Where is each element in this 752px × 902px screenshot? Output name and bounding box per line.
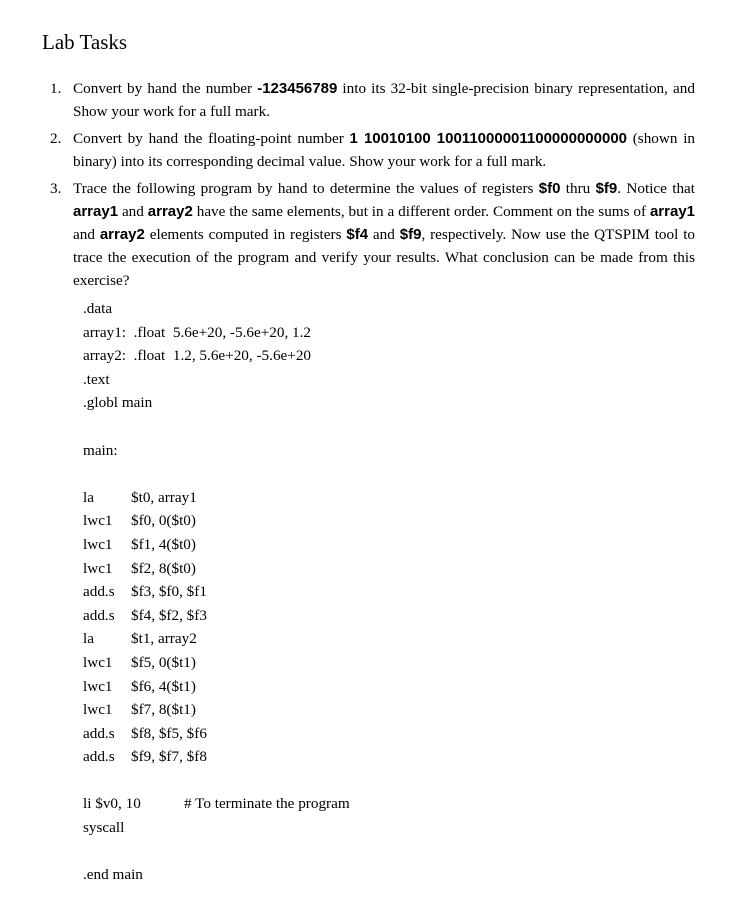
code-line: [83, 863, 311, 887]
end-directive: .end main: [83, 866, 143, 884]
task-text: have the same elements, but in a different order. Comment on the sums of: [192, 203, 650, 220]
instruction-line: [83, 722, 311, 746]
task-text: , respectively. Now use the QTSPIM tool to trace the execution of the program and verify your results. What conclusion can be made from this exercise?: [73, 226, 696, 289]
blank-line: [83, 415, 311, 439]
opcode: add.s: [83, 583, 115, 601]
array-label: array2:: [83, 347, 127, 365]
instruction-line: [83, 557, 311, 581]
instruction-line: [83, 698, 311, 722]
task-text: Convert by hand the floating-point number: [73, 130, 350, 147]
instruction-line: [83, 675, 311, 699]
task-text: Convert by hand the number: [73, 80, 258, 97]
array-values: 5.6e+20, -5.6e+20, 1.2: [172, 323, 312, 341]
blank-line: [83, 769, 311, 793]
code-listing: [83, 297, 350, 887]
instruction-line: [83, 486, 311, 510]
opcode: la: [83, 488, 94, 506]
code-line: [83, 439, 311, 463]
main-label: main:: [83, 441, 118, 459]
blank-line: [83, 840, 311, 864]
opcode: la: [83, 630, 94, 648]
task-item: [50, 177, 695, 292]
instruction-line: [83, 580, 311, 604]
operands: $f2, 8($t0): [131, 559, 196, 577]
task-text: and: [368, 226, 400, 243]
code-line: [83, 792, 350, 816]
operands: $f1, 4($t0): [131, 535, 196, 553]
bold-register: $f9: [399, 226, 422, 243]
opcode: add.s: [83, 748, 115, 766]
page-title: Lab Tasks: [42, 30, 128, 54]
bold-binary: 1 10010100 10011000001100000000000: [349, 130, 628, 147]
task-number: 1.: [50, 80, 62, 97]
opcode: lwc1: [83, 677, 113, 695]
operands: $f0, 0($t0): [131, 512, 196, 530]
task-text: Trace the following program by hand to determine the values of registers: [73, 180, 539, 197]
blank-line: [83, 462, 311, 486]
opcode: lwc1: [83, 701, 113, 719]
opcode: lwc1: [83, 535, 113, 553]
opcode: lwc1: [83, 512, 113, 530]
task-list: [50, 77, 695, 296]
instruction-line: [83, 509, 311, 533]
operands: $f9, $f7, $f8: [131, 748, 207, 766]
bold-array: array2: [147, 203, 193, 220]
float-directive: .float: [133, 323, 166, 341]
bold-array: array1: [73, 203, 119, 220]
code-comment: # To terminate the program: [184, 795, 350, 813]
code-line: [83, 368, 311, 392]
globl-directive: .globl main: [83, 394, 153, 412]
bold-number: -123456789: [257, 80, 338, 97]
operands: $f7, 8($t1): [131, 701, 196, 719]
bold-register: $f4: [346, 226, 369, 243]
task-item: [50, 77, 695, 123]
opcode: add.s: [83, 724, 115, 742]
li-instruction: li $v0, 10: [83, 795, 141, 813]
array-values: 1.2, 5.6e+20, -5.6e+20: [172, 347, 312, 365]
text-directive: .text: [83, 370, 110, 388]
operands: $f5, 0($t1): [131, 653, 196, 671]
bold-register: $f0: [538, 180, 561, 197]
task-text: into its 32-bit single-precision binary representation, and Show your work for a full mark.: [73, 80, 695, 120]
array-label: array1:: [83, 323, 127, 341]
task-text: (shown in binary) into its corresponding decimal value. Show your work for a full mark.: [73, 130, 696, 170]
instruction-line: [83, 745, 311, 769]
syscall-instruction: syscall: [83, 819, 125, 837]
operands: $f3, $f0, $f1: [131, 583, 207, 601]
task-number: 3.: [50, 180, 62, 197]
operands: $t0, array1: [131, 488, 197, 506]
task-item: [50, 127, 695, 173]
task-text: and: [73, 226, 100, 243]
data-directive: .data: [83, 300, 113, 317]
instruction-line: [83, 604, 311, 628]
operands: $t1, array2: [131, 630, 197, 648]
task-text: thru: [560, 180, 596, 197]
code-line: [83, 816, 311, 840]
operands: $f6, 4($t1): [131, 677, 196, 695]
task-text: elements computed in registers: [144, 226, 347, 243]
opcode: add.s: [83, 606, 115, 624]
float-directive: .float: [133, 347, 166, 365]
operands: $f8, $f5, $f6: [131, 724, 207, 742]
code-line: [83, 344, 311, 368]
code-line: [83, 391, 311, 415]
bold-array: array1: [649, 203, 696, 220]
code-line: [83, 297, 311, 321]
opcode: lwc1: [83, 559, 113, 577]
bold-register: $f9: [595, 180, 618, 197]
operands: $f4, $f2, $f3: [131, 606, 207, 624]
instruction-line: [83, 627, 311, 651]
task-number: 2.: [50, 130, 62, 147]
code-line: [83, 321, 311, 345]
task-text: and: [118, 203, 148, 220]
bold-array: array2: [99, 226, 145, 243]
instruction-line: [83, 651, 311, 675]
opcode: lwc1: [83, 653, 113, 671]
instruction-line: [83, 533, 311, 557]
task-text: . Notice that: [617, 180, 695, 197]
